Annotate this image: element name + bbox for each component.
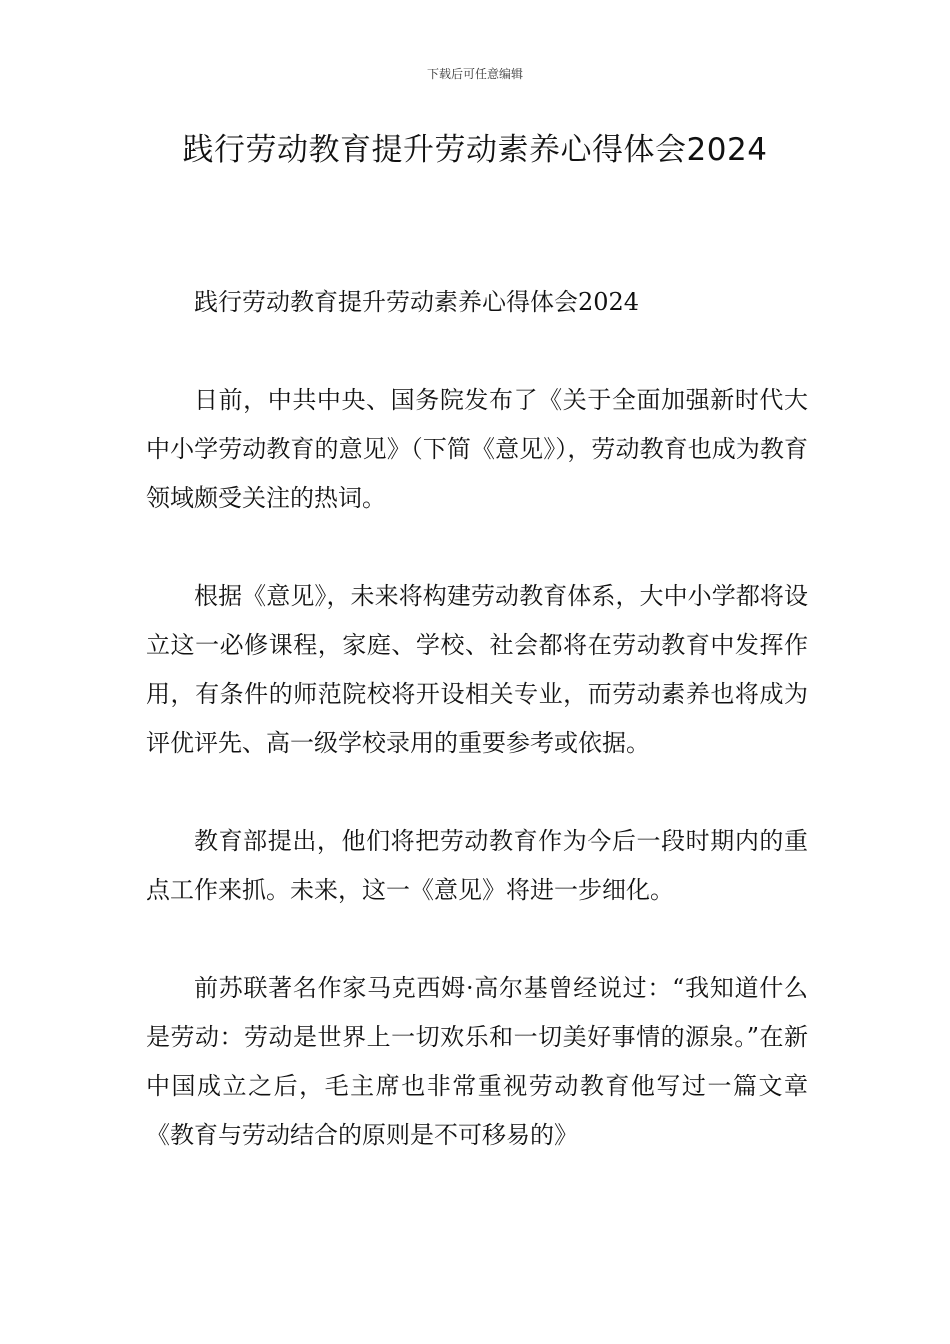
document-title: 践行劳动教育提升劳动素养心得体会2024: [182, 132, 768, 168]
paragraph: 日前，中共中央、国务院发布了《关于全面加强新时代大中小学劳动教育的意见》（下简《意见》），劳动教育也成为教育领域颇受关注的热词。: [146, 386, 808, 512]
paragraph-subtitle: 践行劳动教育提升劳动素养心得体会2024: [194, 288, 640, 316]
document-body: [146, 278, 808, 1160]
paragraph: 前苏联著名作家马克西姆·高尔基曾经说过：“我知道什么是劳动：劳动是世界上一切欢乐和一切美好事情的源泉。”在新中国成立之后，毛主席也非常重视劳动教育他写过一篇文章《教育与劳动结合的原则是不可移易的》: [146, 974, 808, 1149]
header-note: 下载后可任意编辑: [426, 67, 523, 81]
paragraph: 根据《意见》，未来将构建劳动教育体系，大中小学都将设立这一必修课程，家庭、学校、社会都将在劳动教育中发挥作用，有条件的师范院校将开设相关专业，而劳动素养也将成为评优评先、高一级学校录用的重要参考或依据。: [146, 582, 808, 757]
paragraph: 教育部提出，他们将把劳动教育作为今后一段时期内的重点工作来抓。未来，这一《意见》将进一步细化。: [146, 827, 808, 904]
